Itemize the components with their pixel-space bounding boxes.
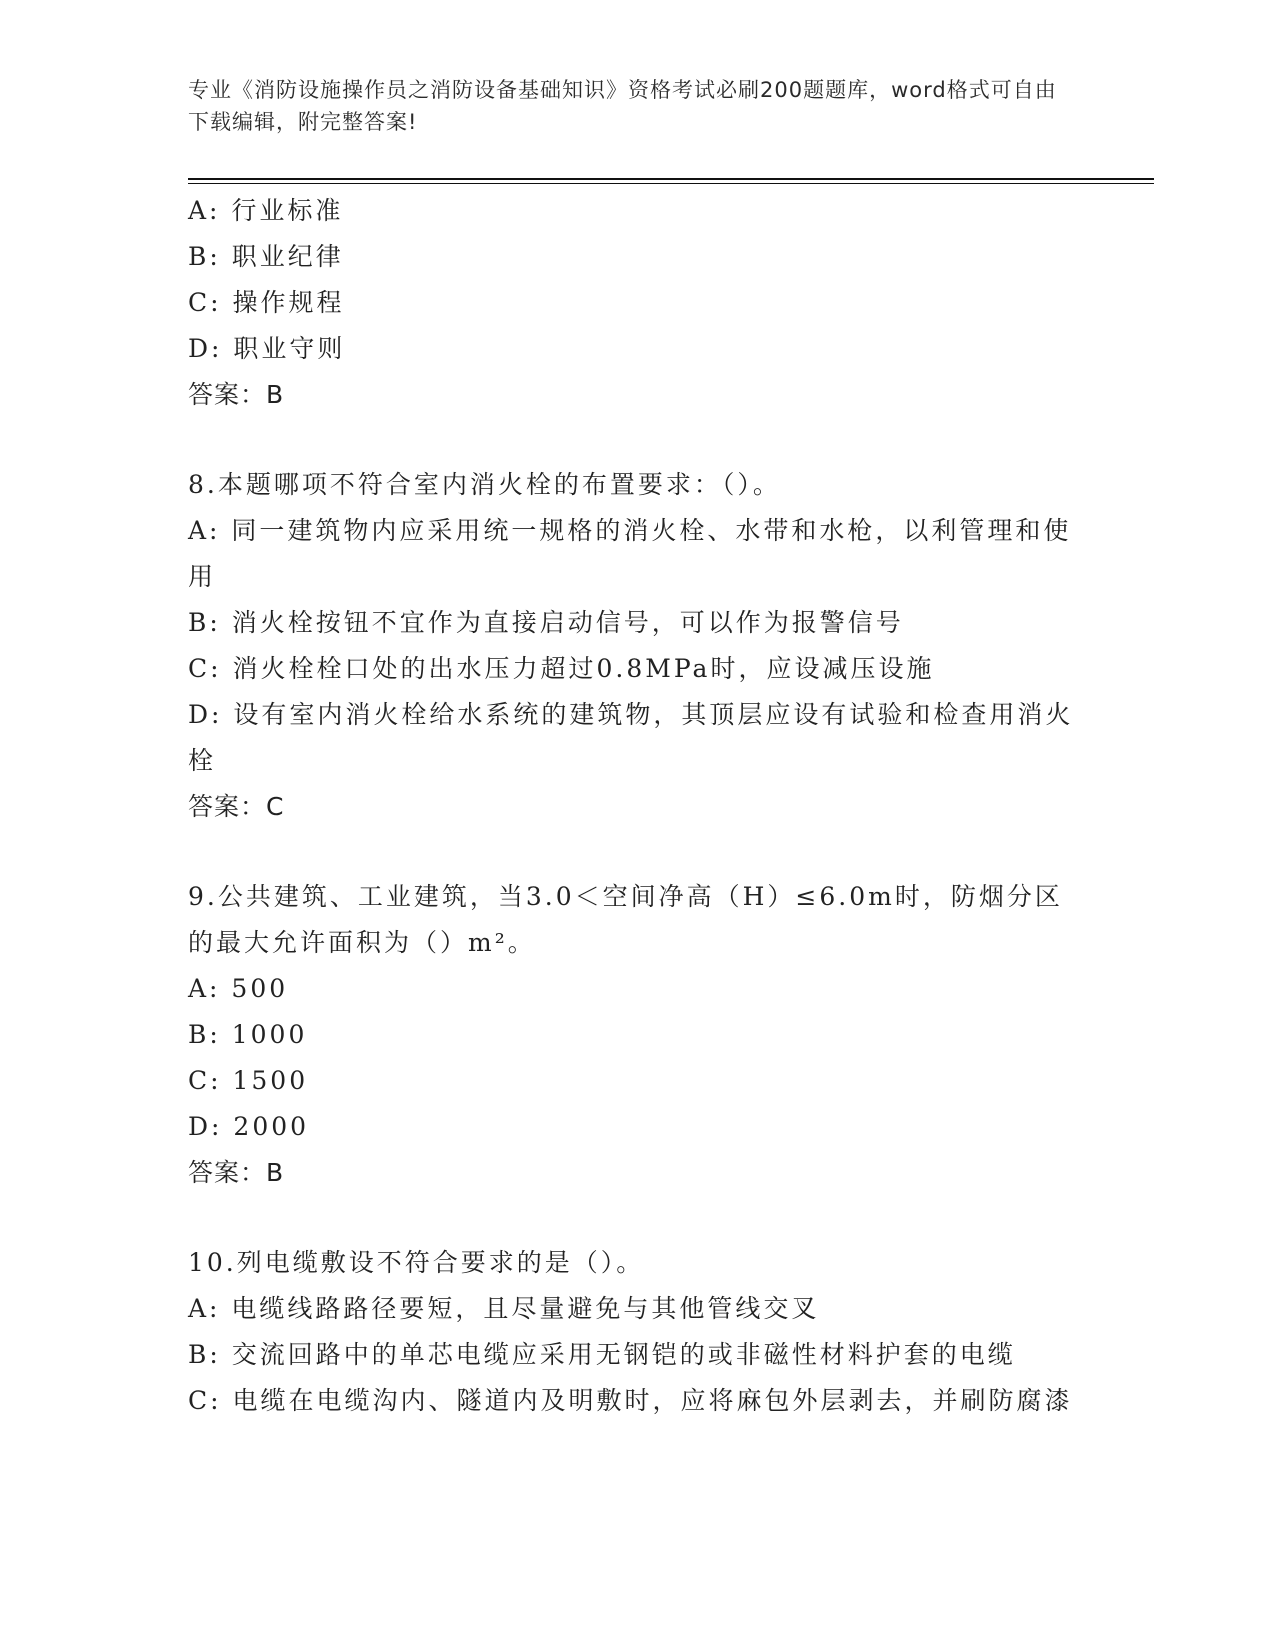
option-d: D: 设有室内消火栓给水系统的建筑物，其顶层应设有试验和检查用消火栓 [188, 700, 1074, 775]
question-content [188, 188, 1078, 1424]
option-c: C: 操作规程 [188, 288, 345, 317]
question-9 [188, 874, 1078, 1196]
option-b: B: 1000 [188, 1020, 308, 1049]
option-b: B: 交流回路中的单芯电缆应采用无钢铠的或非磁性材料护套的电缆 [188, 1340, 1016, 1369]
question-title: 10.列电缆敷设不符合要求的是（）。 [188, 1248, 645, 1277]
option-a: A: 行业标准 [188, 196, 344, 225]
option-c: C: 电缆在电缆沟内、隧道内及明敷时，应将麻包外层剥去，并刷防腐漆 [188, 1386, 1073, 1415]
option-c: C: 消火栓栓口处的出水压力超过0.8MPa时，应设减压设施 [188, 654, 935, 683]
answer: 答案：B [188, 1158, 285, 1187]
header-rule-thin [188, 183, 1154, 184]
option-a: A: 同一建筑物内应采用统一规格的消火栓、水带和水枪，以利管理和使用 [188, 516, 1072, 591]
option-d: D: 职业守则 [188, 334, 346, 363]
spacer [188, 830, 1078, 874]
question-title: 8.本题哪项不符合室内消火栓的布置要求：（）。 [188, 470, 781, 499]
option-b: B: 职业纪律 [188, 242, 344, 271]
question-7 [188, 188, 1078, 418]
spacer [188, 1196, 1078, 1240]
answer: 答案：C [188, 792, 285, 821]
question-title: 9.公共建筑、工业建筑，当3.0＜空间净高（H）≤6.0m时，防烟分区的最大允许面积为（）m²。 [188, 882, 1063, 957]
question-10 [188, 1240, 1078, 1424]
option-a: A: 500 [188, 974, 289, 1003]
option-c: C: 1500 [188, 1066, 309, 1095]
option-b: B: 消火栓按钮不宜作为直接启动信号，可以作为报警信号 [188, 608, 904, 637]
option-a: A: 电缆线路路径要短，且尽量避免与其他管线交叉 [188, 1294, 820, 1323]
document-header: 专业《消防设施操作员之消防设备基础知识》资格考试必刷200题题库，word格式可自由下载编辑，附完整答案! [188, 78, 1057, 134]
spacer [188, 418, 1078, 462]
question-8 [188, 462, 1078, 830]
answer: 答案：B [188, 380, 285, 409]
option-d: D: 2000 [188, 1112, 310, 1141]
header-rule-thick [188, 178, 1154, 180]
